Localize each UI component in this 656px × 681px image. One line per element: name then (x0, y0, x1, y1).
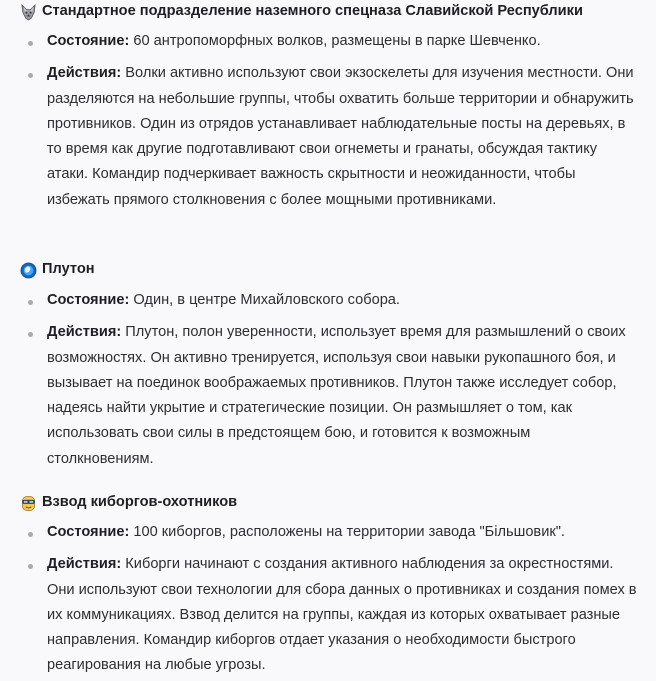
cyborg-face-emoji-icon (19, 494, 37, 512)
section-heading (0, 1, 656, 23)
actions-text: Киборги начинают с создания активного наблюдения за окрестностями. Они используют свои технологии для сбора данных о противниках и создания помех в их коммуникациях. Взвод делится на группы, каждая из которых охватывает разные направления. Командир киборгов отдает указания о необходимости быстрого реагирования на любые угрозы. (47, 556, 637, 674)
list-item-actions (0, 320, 656, 472)
section-title: Плутон (42, 261, 95, 278)
detail-list (0, 288, 656, 472)
status-text: Один, в центре Михайловского собора. (129, 292, 400, 308)
actions-label: Действия: (47, 65, 122, 82)
list-item-status (0, 288, 656, 313)
section-wolf-unit (0, 1, 656, 213)
status-label: Состояние: (47, 524, 130, 540)
status-label: Состояние: (47, 33, 130, 49)
actions-text: Волки активно используют свои экзоскелеты для изучения местности. Они разделяются на небольшие группы, чтобы охватить больше территории и обнаружить противников. Один из отрядов устанавливает наблюдательные посты на деревьях, в то время как другие подготавливают свои огнеметы и гранаты, обсуждая тактику атаки. Командир подчеркивает важность скрытности и неожиданности, чтобы избежать прямого столкновения с более мощными противниками. (47, 65, 634, 208)
list-item-status (0, 520, 656, 545)
actions-label: Действия: (47, 324, 122, 341)
section-heading (0, 492, 656, 514)
detail-list (0, 520, 656, 679)
detail-list (0, 29, 656, 213)
status-text: 100 киборгов, расположены на территории завода "Більшовик". (129, 524, 565, 540)
section-pluto (0, 259, 656, 472)
list-item-actions (0, 61, 656, 213)
status-label: Состояние: (47, 292, 130, 308)
section-title: Взвод киборгов-охотников (42, 494, 238, 511)
section-heading (0, 259, 656, 281)
section-title: Стандартное подразделение наземного спецназа Славийской Республики (42, 3, 583, 20)
section-cyborg-platoon (0, 492, 656, 679)
wolf-emoji-icon (19, 3, 37, 21)
list-item-actions (0, 552, 656, 678)
bullet (28, 41, 33, 46)
list-item-status (0, 29, 656, 54)
blue-orb-emoji-icon (19, 261, 37, 279)
bullet (28, 300, 33, 305)
bullet (28, 532, 33, 537)
actions-text: Плутон, полон уверенности, использует время для размышлений о своих возможностях. Он активно тренируется, используя свои навыки рукопашного боя, и вызывает на поединок воображаемых противников. Плутон также исследует собор, надеясь найти укрытие и стратегические позиции. Он размышляет о том, как использовать свои силы в предстоящем бою, и готовится к возможным столкновениям. (47, 324, 626, 467)
bullet (28, 73, 33, 78)
status-text: 60 антропоморфных волков, размещены в парке Шевченко. (129, 33, 541, 49)
actions-label: Действия: (47, 556, 122, 573)
bullet (28, 332, 33, 337)
bullet (28, 564, 33, 569)
